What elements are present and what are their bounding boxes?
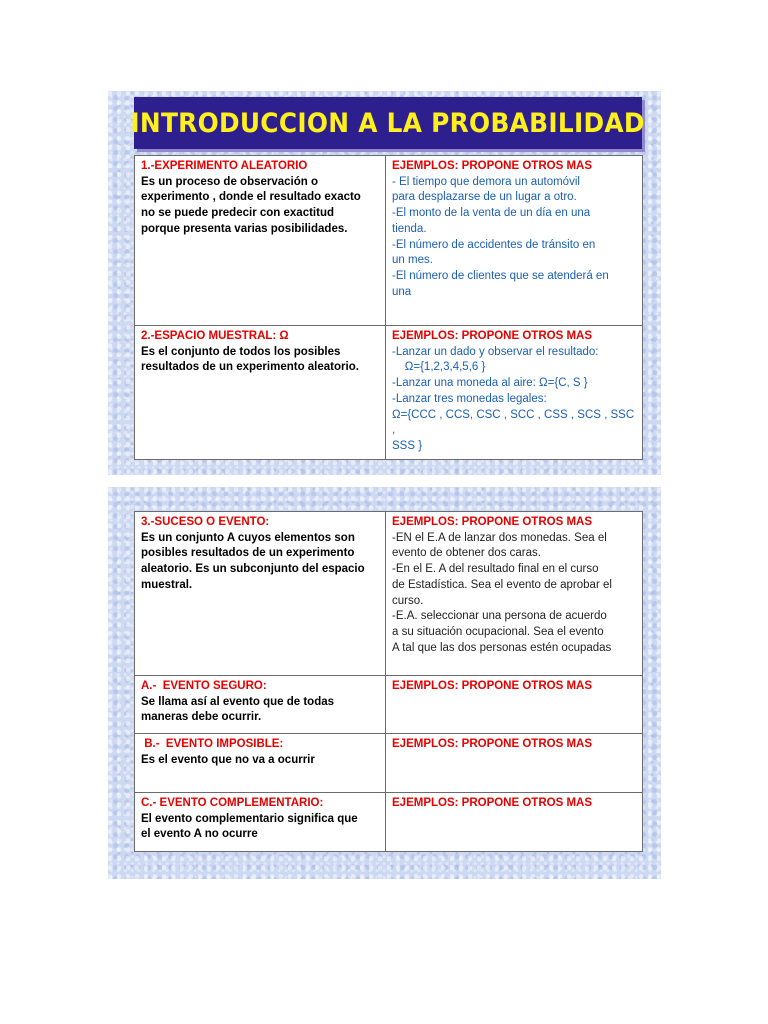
definition-line: porque presenta varias posibilidades.: [141, 222, 348, 235]
concepts-table-2: [134, 511, 643, 852]
examples-cell: [386, 156, 643, 326]
definition-line: posibles resultados de un experimento: [141, 547, 355, 560]
concept-heading: B.- EVENTO IMPOSIBLE:: [141, 738, 284, 750]
example-line: -En el E. A del resultado final en el curso: [392, 563, 599, 576]
examples-heading: EJEMPLOS: PROPONE OTROS MAS: [392, 738, 592, 750]
example-line: -El número de clientes que se atenderá en: [392, 269, 609, 282]
definition-cell: [135, 512, 386, 676]
definition-line: resultados de un experimento aleatorio.: [141, 361, 359, 374]
definition-cell: [135, 676, 386, 734]
examples-heading: EJEMPLOS: PROPONE OTROS MAS: [392, 516, 592, 528]
concept-heading: A.- EVENTO SEGURO:: [141, 680, 267, 692]
definition-line: el evento A no ocurre: [141, 828, 258, 841]
examples-heading: EJEMPLOS: PROPONE OTROS MAS: [392, 797, 592, 809]
example-line: - El tiempo que demora un automóvil: [392, 175, 580, 188]
page-title: INTRODUCCION A LA PROBABILIDAD: [130, 107, 646, 139]
example-line: de Estadística. Sea el evento de aprobar el: [392, 578, 612, 591]
table-row: [135, 793, 643, 852]
example-line: -Lanzar un dado y observar el resultado:: [392, 345, 599, 358]
concept-heading: 2.-ESPACIO MUESTRAL: Ω: [141, 330, 289, 342]
example-line: evento de obtener dos caras.: [392, 547, 541, 560]
example-line: -Lanzar una moneda al aire: Ω={C, S }: [392, 377, 588, 390]
table-row: [135, 676, 643, 734]
concept-heading: 1.-EXPERIMENTO ALEATORIO: [141, 160, 308, 172]
example-line: Ω={1,2,3,4,5,6 }: [392, 361, 486, 374]
slide-eventos: [108, 487, 661, 879]
definition-cell: [135, 326, 386, 460]
concept-heading: C.- EVENTO COMPLEMENTARIO:: [141, 797, 324, 809]
example-line: curso.: [392, 594, 424, 607]
definition-line: aleatorio. Es un subconjunto del espacio: [141, 563, 365, 576]
definition-cell: [135, 793, 386, 852]
concept-heading: 3.-SUCESO O EVENTO:: [141, 516, 270, 528]
example-line: Ω={CCC , CCS, CSC , SCC , CSS , SCS , SSC ,: [392, 408, 635, 437]
definition-line: no se puede predecir con exactitud: [141, 207, 334, 220]
definition-line: El evento complementario significa que: [141, 812, 358, 825]
definition-line: Es un conjunto A cuyos elementos son: [141, 531, 355, 544]
table-row: [135, 156, 643, 326]
definition-line: Es un proceso de observación o: [141, 175, 319, 188]
examples-cell: [386, 734, 643, 793]
slide-introduccion: [108, 91, 661, 475]
examples-heading: EJEMPLOS: PROPONE OTROS MAS: [392, 330, 592, 342]
title-banner: [130, 97, 646, 149]
table-row: [135, 734, 643, 793]
example-line: una: [392, 285, 412, 298]
definition-line: maneras debe ocurrir.: [141, 711, 262, 724]
concepts-table-1: [134, 155, 643, 460]
definition-line: experimento , donde el resultado exacto: [141, 191, 361, 204]
example-line: SSS }: [392, 439, 423, 452]
examples-heading: EJEMPLOS: PROPONE OTROS MAS: [392, 680, 592, 692]
examples-cell: [386, 512, 643, 676]
definition-cell: [135, 734, 386, 793]
definition-line: Es el evento que no va a ocurrir: [141, 753, 315, 766]
example-line: -El monto de la venta de un día en una: [392, 207, 591, 220]
table-row: [135, 512, 643, 676]
examples-cell: [386, 326, 643, 460]
table-row: [135, 326, 643, 460]
example-line: a su situación ocupacional. Sea el evento: [392, 625, 604, 638]
example-line: tienda.: [392, 222, 427, 235]
definition-line: Se llama así al evento que de todas: [141, 695, 335, 708]
example-line: -EN el E.A de lanzar dos monedas. Sea el: [392, 531, 607, 544]
example-line: -E.A. seleccionar una persona de acuerdo: [392, 610, 607, 623]
example-line: para desplazarse de un lugar a otro.: [392, 191, 577, 204]
definition-cell: [135, 156, 386, 326]
example-line: -Lanzar tres monedas legales:: [392, 392, 547, 405]
examples-cell: [386, 793, 643, 852]
examples-heading: EJEMPLOS: PROPONE OTROS MAS: [392, 160, 592, 172]
example-line: A tal que las dos personas estén ocupadas: [392, 641, 612, 654]
definition-line: Es el conjunto de todos los posibles: [141, 345, 341, 358]
example-line: un mes.: [392, 254, 433, 267]
example-line: -El número de accidentes de tránsito en: [392, 238, 596, 251]
examples-cell: [386, 676, 643, 734]
definition-line: muestral.: [141, 578, 193, 591]
